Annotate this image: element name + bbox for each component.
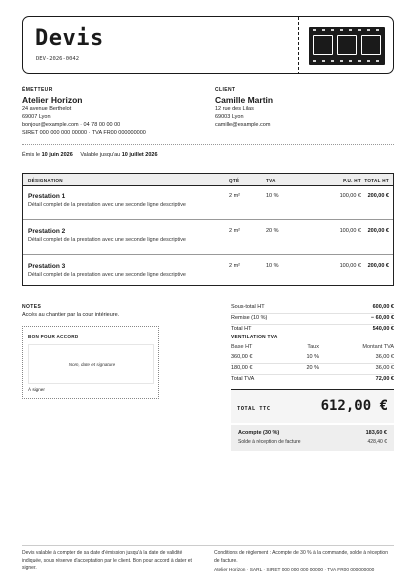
ticket-perforation xyxy=(298,17,299,74)
table-row xyxy=(23,256,393,290)
item-vat: 10 % xyxy=(266,193,279,199)
vat-base: 360,00 € xyxy=(231,354,253,360)
item-quantity: 2 m² xyxy=(229,193,240,199)
client-address-line2: 69003 Lyon xyxy=(215,114,244,120)
balance-label: Solde à réception de facture xyxy=(238,439,301,445)
total-ht-value: 540,00 € xyxy=(372,326,394,332)
signature-hint: Nom, date et signature xyxy=(68,362,116,367)
deposit-value: 183,60 € xyxy=(365,430,387,436)
item-description: Détail complet de la prestation avec une seconde ligne descriptive xyxy=(28,237,186,243)
valid-date: 10 juillet 2026 xyxy=(121,152,158,158)
footer-divider xyxy=(22,545,394,546)
item-name: Prestation 1 xyxy=(28,193,66,200)
deposit-box xyxy=(231,425,394,451)
vat-column-base: Base HT xyxy=(231,344,253,350)
items-table xyxy=(22,173,394,286)
totals-divider xyxy=(231,374,394,375)
item-name: Prestation 3 xyxy=(28,263,66,270)
issuer-name: Atelier Horizon xyxy=(22,95,83,105)
issuer-ids: SIRET 000 000 000 00000 · TVA FR00 000000000 xyxy=(22,130,146,136)
total-vat-label: Total TVA xyxy=(231,376,255,382)
signature-place: À signer xyxy=(28,387,45,392)
document-number: DEV-2026-0042 xyxy=(36,56,80,62)
table-row xyxy=(23,221,393,255)
item-quantity: 2 m² xyxy=(229,263,240,269)
item-total: 200,00 € xyxy=(367,193,389,199)
vat-base: 180,00 € xyxy=(231,365,253,371)
footer-validity: Devis valable à compter de sa date d'émission jusqu'à la date de validité indiquée, sous réserve d'acceptation par le client. Bon pour accord à dater et signer. xyxy=(22,550,192,572)
quote-dates xyxy=(22,152,158,158)
column-unit-price: P.U. HT xyxy=(343,178,361,183)
item-unit-price: 100,00 € xyxy=(339,193,361,199)
column-quantity: QTÉ xyxy=(229,178,240,183)
footer-company: Atelier Horizon · SARL · SIRET 000 000 000 00000 · TVA FR00 000000000 xyxy=(214,568,375,573)
issuer-label: ÉMETTEUR xyxy=(22,87,53,93)
party-separator xyxy=(22,144,394,145)
client-name: Camille Martin xyxy=(215,95,274,105)
vat-rate: 10 % xyxy=(306,354,319,360)
deposit-label: Acompte (30 %) xyxy=(238,430,280,436)
item-description: Détail complet de la prestation avec une seconde ligne descriptive xyxy=(28,202,186,208)
balance-value: 428,40 € xyxy=(367,439,387,445)
document-title: Devis xyxy=(35,26,104,51)
totals-divider xyxy=(231,324,394,325)
vat-breakdown-label: VENTILATION TVA xyxy=(231,335,278,340)
total-ht-label: Total HT xyxy=(231,326,252,332)
total-ttc-value: 612,00 € xyxy=(320,398,388,414)
issuer-address-line1: 24 avenue Berthelot xyxy=(22,106,72,112)
totals-divider xyxy=(231,363,394,364)
signature-box xyxy=(22,326,159,399)
item-unit-price: 100,00 € xyxy=(339,228,361,234)
column-total: TOTAL HT xyxy=(364,178,389,183)
table-row xyxy=(23,186,393,220)
notes-label: NOTES xyxy=(22,304,42,310)
discount-label: Remise (10 %) xyxy=(231,315,268,321)
footer-payment-terms: Conditions de règlement : Acompte de 30 % à la commande, solde à réception de facture. xyxy=(214,550,388,564)
subtotal-label: Sous-total HT xyxy=(231,304,265,310)
client-email: camille@example.com xyxy=(215,122,271,128)
notes-text: Accès au chantier par la cour intérieure. xyxy=(22,312,120,318)
item-total: 200,00 € xyxy=(367,263,389,269)
valid-label: Valable jusqu'au xyxy=(80,152,121,158)
totals-divider xyxy=(231,313,394,314)
items-table-header xyxy=(23,174,393,186)
item-total: 200,00 € xyxy=(367,228,389,234)
client-label: CLIENT xyxy=(215,87,236,93)
issued-label: Émis le xyxy=(22,152,41,158)
vat-amount: 36,00 € xyxy=(375,365,394,371)
item-name: Prestation 2 xyxy=(28,228,66,235)
discount-value: − 60,00 € xyxy=(370,315,394,321)
client-address-line1: 12 rue des Lilas xyxy=(215,106,254,112)
item-quantity: 2 m² xyxy=(229,228,240,234)
item-description: Détail complet de la prestation avec une seconde ligne descriptive xyxy=(28,272,186,278)
item-vat: 20 % xyxy=(266,228,279,234)
vat-column-amount: Montant TVA xyxy=(362,344,394,350)
total-ttc-label: TOTAL TTC xyxy=(237,406,271,412)
signature-area[interactable] xyxy=(28,344,154,384)
column-vat: TVA xyxy=(266,178,276,183)
vat-amount: 36,00 € xyxy=(375,354,394,360)
total-vat-value: 72,00 € xyxy=(375,376,394,382)
item-unit-price: 100,00 € xyxy=(339,263,361,269)
signature-label: BON POUR ACCORD xyxy=(28,334,79,339)
column-designation: DÉSIGNATION xyxy=(28,178,63,183)
issuer-address-line2: 69007 Lyon xyxy=(22,114,51,120)
total-ttc-box xyxy=(231,389,394,423)
vat-column-rate: Taux xyxy=(307,344,319,350)
quote-header xyxy=(22,16,394,74)
issuer-contact: bonjour@example.com · 04 78 00 00 00 xyxy=(22,122,121,128)
issued-date: 10 juin 2026 xyxy=(41,152,73,158)
vat-rate: 20 % xyxy=(306,365,319,371)
film-strip-icon xyxy=(309,27,385,65)
item-vat: 10 % xyxy=(266,263,279,269)
subtotal-value: 600,00 € xyxy=(372,304,394,310)
